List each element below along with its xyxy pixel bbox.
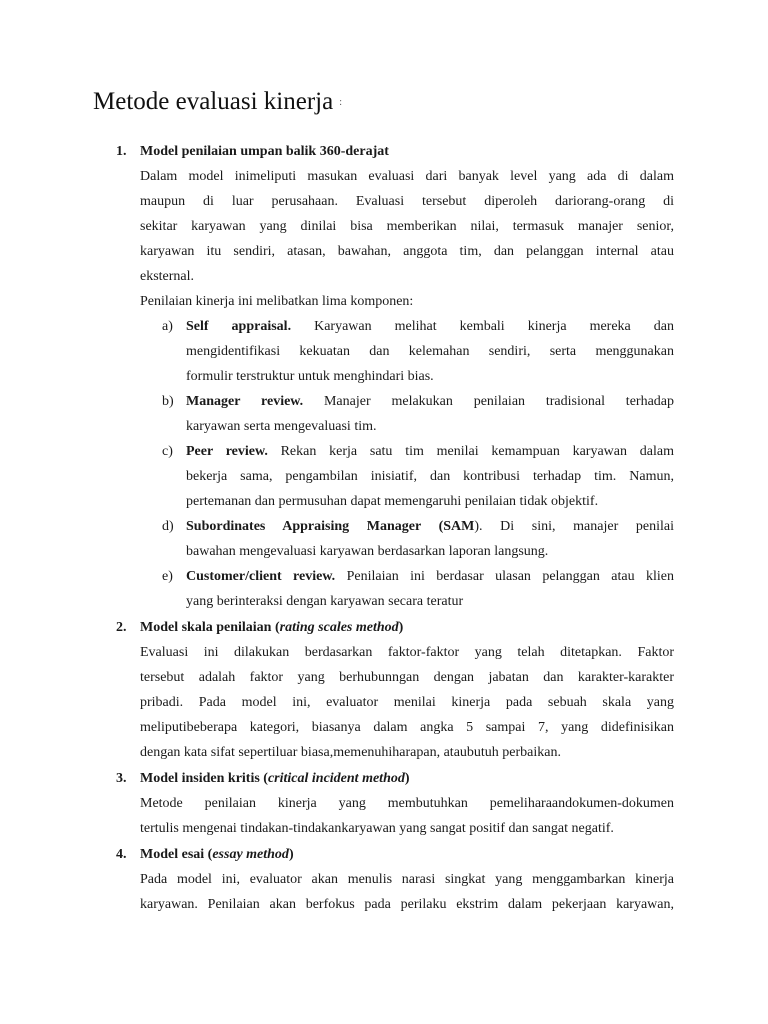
- section-3-number: 3.: [116, 771, 127, 786]
- item-b-term: Manager review.: [186, 394, 304, 409]
- paragraph-line: Penilaian kinerja ini melibatkan lima komponen:: [140, 294, 414, 309]
- heading-text: Model skala penilaian (: [140, 620, 280, 635]
- paragraph-line: karyawan itu sendiri, atasan, bawahan, anggota tim, dan pelanggan internal atau: [140, 244, 674, 259]
- item-line: mengidentifikasi kekuatan dan kelemahan sendiri, serta menggunakan: [186, 344, 674, 359]
- paragraph-line: Evaluasi ini dilakukan berdasarkan faktor-faktor yang telah ditetapkan. Faktor: [140, 645, 674, 660]
- paragraph-line: maupun di luar perusahaan. Evaluasi tersebut diperoleh dariorang-orang di: [140, 194, 674, 209]
- item-c-desc: Rekan kerja satu tim menilai kemampuan karyawan dalam: [267, 444, 674, 459]
- item-a-desc: Karyawan melihat kembali kinerja mereka dan: [291, 319, 674, 334]
- item-line: [186, 389, 674, 414]
- paragraph-line: Dalam model inimeliputi masukan evaluasi dari banyak level yang ada di dalam: [140, 169, 674, 184]
- section-3-heading: [140, 766, 410, 791]
- paragraph-line: sekitar karyawan yang dinilai bisa memberikan nilai, termasuk manajer senior,: [140, 219, 674, 234]
- item-d-marker: d): [162, 519, 174, 534]
- item-a-marker: a): [162, 319, 173, 334]
- section-1-heading: Model penilaian umpan balik 360-derajat: [140, 144, 389, 159]
- paragraph-line: karyawan. Penilaian akan berfokus pada perilaku ekstrim dalam pekerjaan karyawan,: [140, 897, 674, 912]
- paragraph-line: tersebut adalah faktor yang berhubunngan dengan jabatan dan karakter-karakter: [140, 670, 674, 685]
- item-b-marker: b): [162, 394, 174, 409]
- item-line: [186, 314, 674, 339]
- item-line: karyawan serta mengevaluasi tim.: [186, 419, 377, 434]
- section-4-number: 4.: [116, 847, 127, 862]
- heading-text: Model esai (: [140, 847, 213, 862]
- section-1-paragraph: [140, 164, 674, 289]
- paragraph-line: Metode penilaian kinerja yang membutuhkan pemeliharaandokumen-dokumen: [140, 796, 674, 811]
- paragraph-line: Pada model ini, evaluator akan menulis narasi singkat yang menggambarkan kinerja: [140, 872, 674, 887]
- item-d-text: [186, 514, 674, 564]
- heading-end: ): [398, 620, 404, 635]
- item-c-term: Peer review.: [186, 444, 268, 459]
- item-line: bawahan mengevaluasi karyawan berdasarkan laporan langsung.: [186, 544, 549, 559]
- item-c-text: [186, 439, 674, 514]
- paragraph-line: meliputibeberapa kategori, biasanya dalam angka 5 sampai 7, yang didefinisikan: [140, 720, 674, 735]
- section-2-heading: [140, 615, 403, 640]
- section-2-paragraph: [140, 640, 674, 765]
- item-line: [186, 564, 674, 589]
- item-line: pertemanan dan permusuhan dapat memengaruhi penilaian tidak objektif.: [186, 494, 599, 509]
- item-e-marker: e): [162, 569, 173, 584]
- heading-italic: essay method: [212, 847, 289, 862]
- item-e-text: [186, 564, 674, 614]
- paragraph-line: tertulis mengenai tindakan-tindakankaryawan yang sangat positif dan sangat negatif.: [140, 821, 614, 836]
- heading-end: ): [404, 771, 410, 786]
- item-e-desc: Penilaian ini berdasar ulasan pelanggan atau klien: [335, 569, 674, 584]
- section-4-paragraph: [140, 867, 674, 917]
- section-4-heading: [140, 842, 294, 867]
- paragraph-line: eksternal.: [140, 269, 195, 284]
- item-d-term: Subordinates Appraising Manager (SAM: [186, 519, 475, 534]
- item-a-text: [186, 314, 674, 389]
- section-3-paragraph: [140, 791, 674, 841]
- item-line: bekerja sama, pengambilan inisiatif, dan kontribusi terhadap tim. Namun,: [186, 469, 674, 484]
- title-text: Metode evaluasi kinerja: [93, 88, 334, 115]
- heading-italic: critical incident method: [267, 771, 405, 786]
- item-line: [186, 514, 674, 539]
- item-line: yang berinteraksi dengan karyawan secara teratur: [186, 594, 464, 609]
- item-c-marker: c): [162, 444, 173, 459]
- item-b-text: [186, 389, 674, 439]
- section-1-intro: [140, 289, 674, 314]
- paragraph-line: dengan kata sifat sepertiluar biasa,memenuhiharapan, ataubutuh perbaikan.: [140, 745, 561, 760]
- section-2-number: 2.: [116, 620, 127, 635]
- item-line: [186, 439, 674, 464]
- section-1-number: 1.: [116, 144, 127, 159]
- heading-end: ): [288, 847, 294, 862]
- paragraph-line: pribadi. Pada model ini, evaluator menilai kinerja pada sebuah skala yang: [140, 695, 674, 710]
- title-colon: :: [339, 97, 342, 109]
- item-line: formulir terstruktur untuk menghindari bias.: [186, 369, 434, 384]
- item-e-term: Customer/client review.: [186, 569, 336, 584]
- item-b-desc: Manajer melakukan penilaian tradisional terhadap: [303, 394, 674, 409]
- item-a-term: Self appraisal.: [186, 319, 292, 334]
- item-d-desc: ). Di sini, manajer penilai: [474, 519, 674, 534]
- heading-text: Model insiden kritis (: [140, 771, 268, 786]
- heading-italic: rating scales method: [279, 620, 399, 635]
- page-title: [93, 86, 342, 119]
